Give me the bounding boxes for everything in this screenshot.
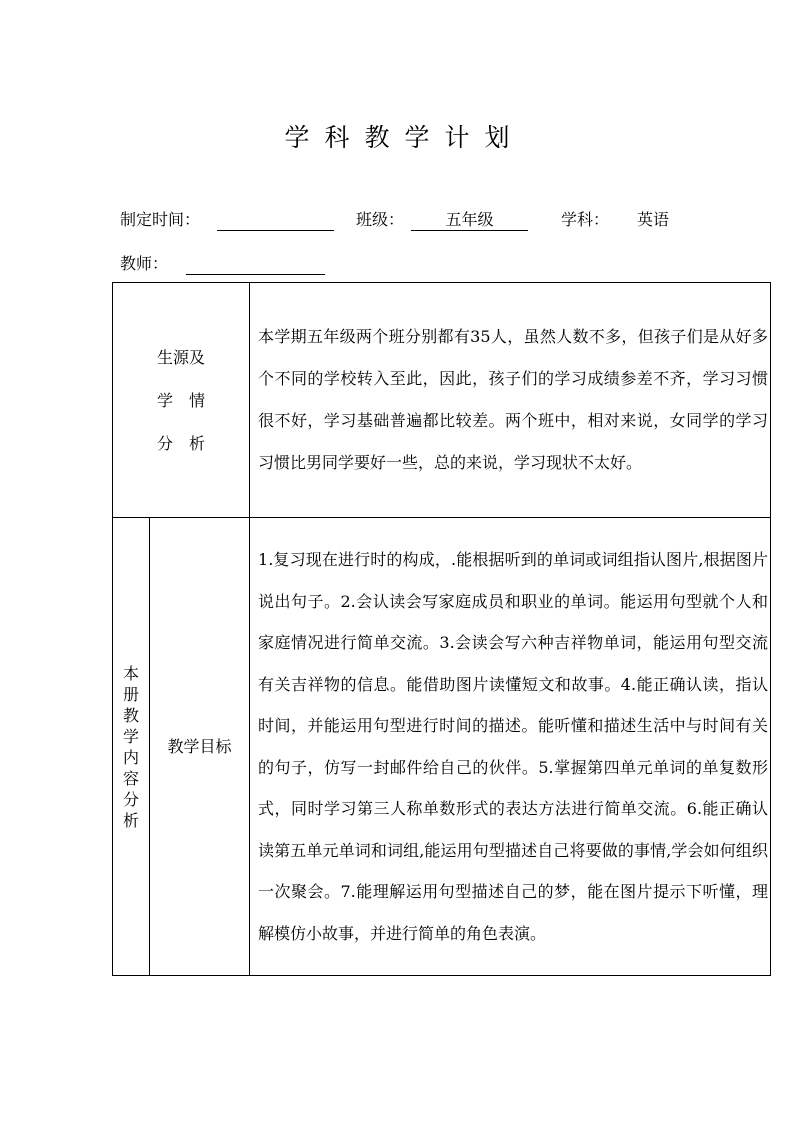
document-title: 学科教学计划 [284, 123, 525, 152]
teacher-label: 教师： [120, 254, 169, 273]
class-label: 班级： [356, 210, 405, 229]
student-analysis-row [113, 283, 771, 518]
content-analysis-row [113, 518, 771, 976]
plan-table [112, 282, 771, 976]
time-field[interactable] [217, 208, 334, 231]
label-line: 生源及 [157, 347, 206, 367]
label-line: 分 析 [157, 433, 206, 453]
class-field[interactable]: 五年级 [411, 208, 528, 231]
content-analysis-section-label [113, 518, 150, 976]
label-line: 学 情 [157, 390, 206, 410]
section-label-text: 本册教学内容分析 [122, 663, 139, 830]
teacher-field[interactable] [186, 252, 325, 275]
subject-label: 学科： [561, 210, 610, 229]
subject-value: 英语 [637, 210, 670, 229]
time-label: 制定时间： [120, 210, 201, 229]
student-analysis-content: 本学期五年级两个班分别都有35人，虽然人数不多，但孩子们是从好多个不同的学校转入至此，因此，孩子们的学习成绩参差不齐，学习习惯很不好，学习基础普遍都比较差。两个班中，相对来说，女同学的学习习惯比男同学要好一些，总的来说，学习现状不太好。 [250, 283, 771, 518]
teaching-goal-content: 1.复习现在进行时的构成，.能根据听到的单词或词组指认图片,根据图片说出句子。2.会认读会写家庭成员和职业的单词。能运用句型就个人和家庭情况进行简单交流。3.会读会写六种吉祥物单词，能运用句型交流有关吉祥物的信息。能借助图片读懂短文和故事。4.能正确认读，指认时间，并能运用句型进行时间的描述。能听懂和描述生活中与时间有关的句子，仿写一封邮件给自己的伙伴。5.掌握第四单元单词的单复数形式，同时学习第三人称单数形式的表达方法进行简单交流。6.能正确认读第五单元单词和词组,能运用句型描述自己将要做的事情,学会如何组织一次聚会。7.能理解运用句型描述自己的梦，能在图片提示下听懂，理解模仿小故事，并进行简单的角色表演。 [250, 518, 771, 976]
student-analysis-label [113, 283, 250, 518]
teaching-goal-label: 教学目标 [150, 518, 250, 976]
